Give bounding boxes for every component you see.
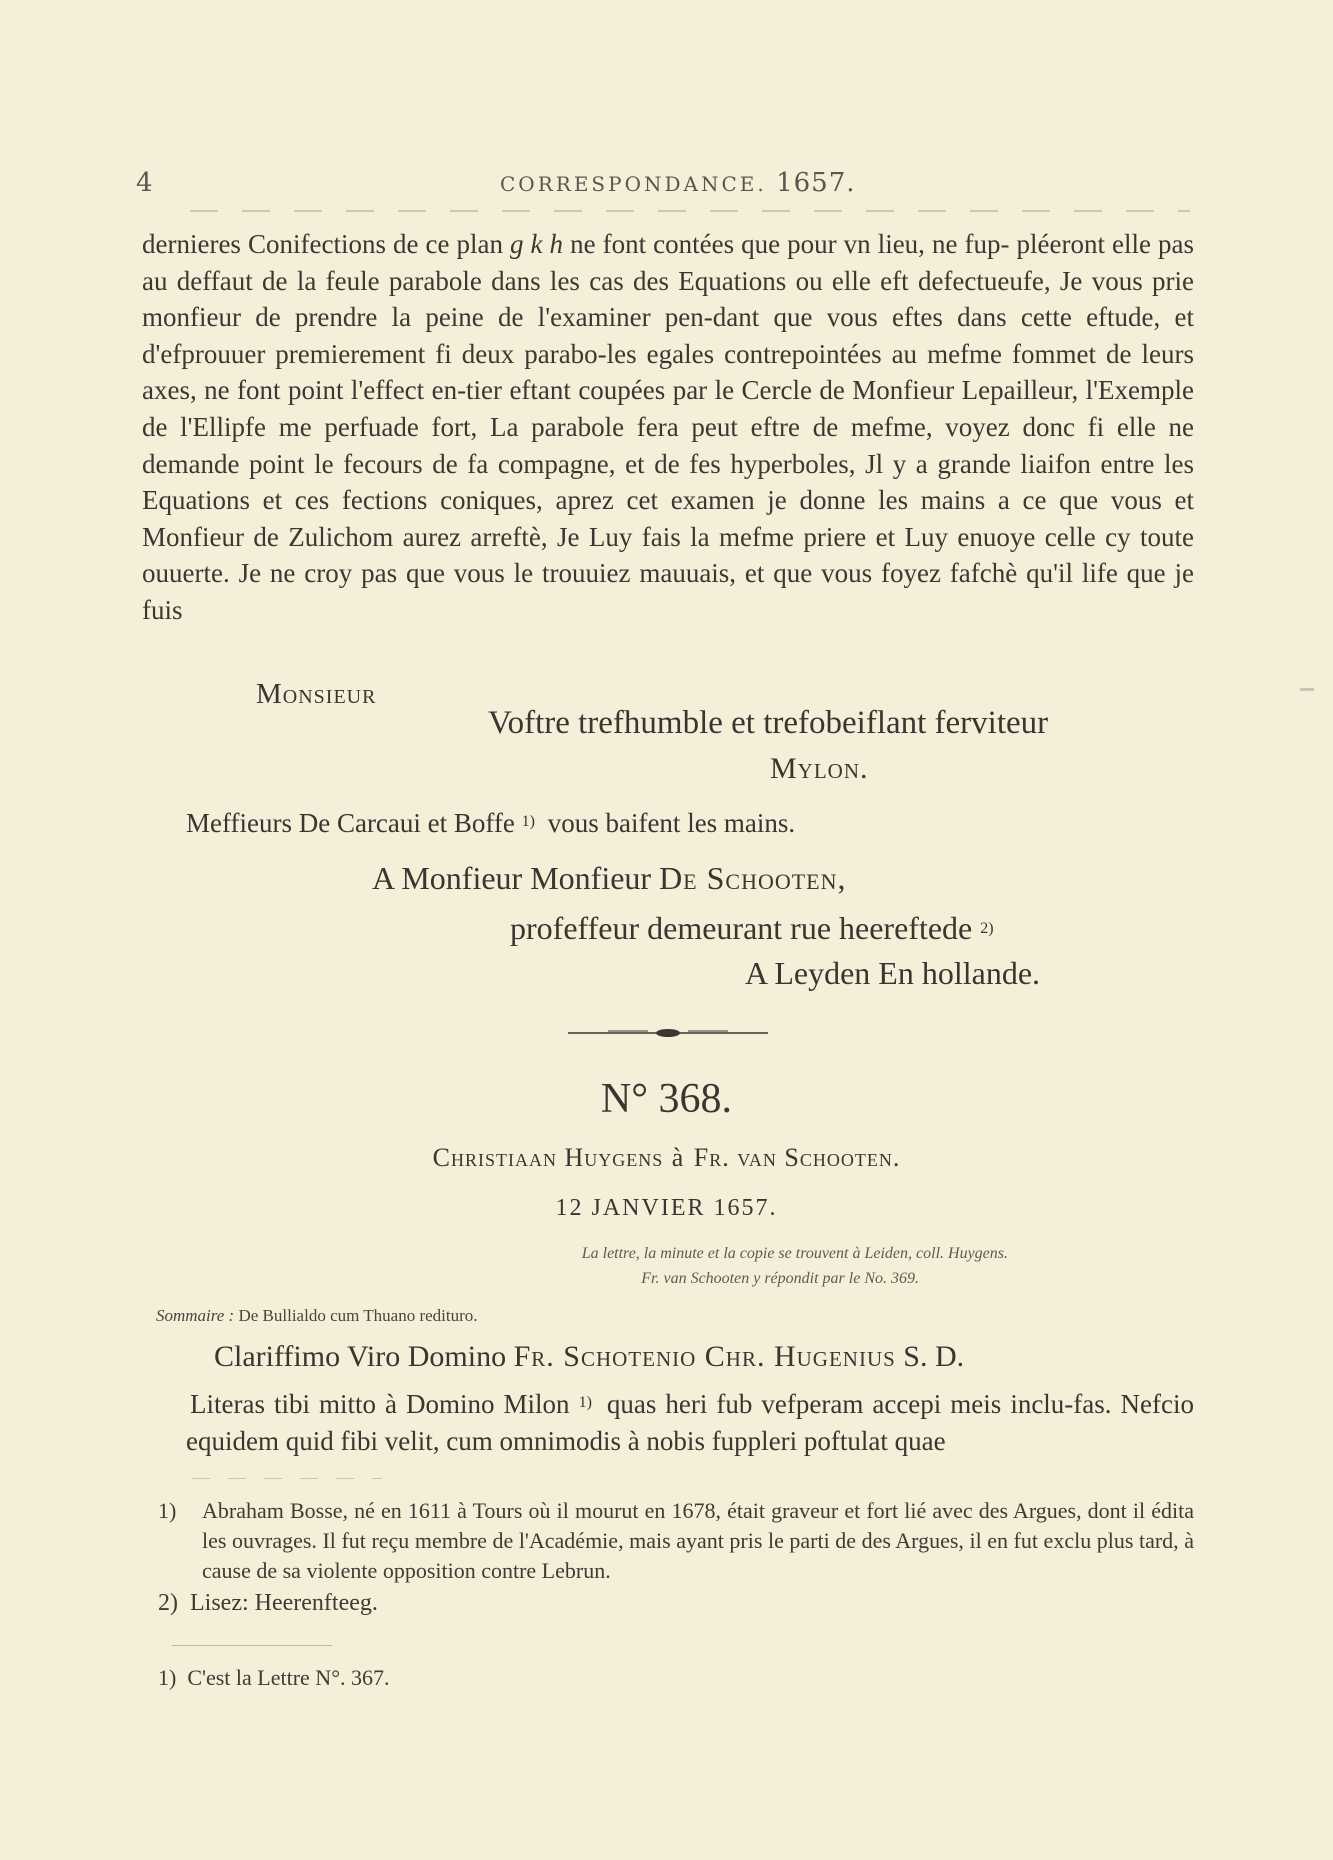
body-text-line1-end: ne font contées que pour vn lieu, ne fup- <box>563 229 1010 259</box>
footnote-ref: 1) <box>578 1394 592 1411</box>
summary-label: Sommaire : <box>156 1306 235 1325</box>
footnote-text: Lisez: Heerenfteeg. <box>190 1590 378 1616</box>
footnote-mark: 2) <box>158 1590 178 1616</box>
salutation: Monsieur <box>256 678 377 710</box>
footnote-rule-2 <box>172 1645 332 1646</box>
closing-formula: Voftre trefhumble et trefobeiflant ferviteur <box>488 705 1049 741</box>
running-title-text: CORRESPONDANCE. <box>500 172 767 196</box>
address-line-2 <box>510 910 1000 947</box>
summary-text: De Bullialdo cum Thuano redituro. <box>234 1306 478 1325</box>
header-rule <box>190 210 1190 212</box>
letter-body <box>142 226 1194 629</box>
heading-sender: Chr. Hugenius <box>696 1340 896 1373</box>
latin-heading <box>214 1340 964 1374</box>
latin-body <box>186 1384 1194 1460</box>
letter-body-paragraph <box>142 226 1194 629</box>
address-name: De Schooten, <box>659 860 847 896</box>
running-title <box>500 168 856 198</box>
ornament-divider <box>568 1022 768 1044</box>
body-text-italic: g k h <box>510 229 564 259</box>
address-line-3: A Leyden En hollande. <box>745 955 1041 991</box>
footnote-mark: 1) <box>158 1498 177 1523</box>
letter-number: N° 368. <box>600 1076 733 1122</box>
letter-date: 12 JANVIER 1657. <box>555 1195 778 1221</box>
footnote-text: C'est la Lettre N°. 367. <box>187 1665 390 1690</box>
footnote-rule <box>192 1478 382 1479</box>
signature: Mylon. <box>770 752 869 785</box>
body-text-start: dernieres Conifections de ce plan <box>142 229 511 259</box>
page-number: 4 <box>136 168 153 198</box>
letter-title <box>0 1143 1333 1173</box>
footnote-text: Abraham Bosse, né en 1611 à Tours où il mourut en 1678, était graveur et fort lié avec des Argues, dont il édita les ouvrages. Il fut reçu membre de l'Académie, mais ayant pris le parti de des Argues, il en fut exclu plus tard, à cause de sa violente opposition contre Lebrun. <box>202 1498 1194 1583</box>
letter-title-a: à <box>663 1143 694 1172</box>
address-street: profeffeur demeurant rue heereftede <box>510 910 981 946</box>
footnote-mark: 1) <box>158 1665 177 1690</box>
footnote-1 <box>158 1496 1194 1586</box>
latin-paragraph <box>186 1384 1194 1460</box>
footnote-3 <box>158 1665 390 1691</box>
body-text-rest: pléeront elle pas au deffaut de la feule parabole dans les cas des Equations ou elle eft defectueufe, Je vous prie monfieur de prendre la peine de l'examiner pen-dant que vous eftes dans cette eftude, et d'efprouuer premierement fi deux parabo-les egales contrepointées au mefme fommet de leurs axes, ne font point l'effect en-tier eftant coupées par le Cercle de Monfieur Lepailleur, l'Exemple de l'Ellipfe me perfuade fort, La parabole fera peut eftre de mefme, voyez donc fi elle ne demande point le fecours de fa compagne, et de fes hyperboles, Jl y a grande liaifon entre les Equations et ces fections coniques, aprez cet examen je donne les mains a ce que vous et Monfieur de Zulichom aurez arreftè, Je Luy fais la mefme priere et Luy enuoye celle cy toute ouuerte. Je ne croy pas que vous le trouuiez mauuais, et que vous foyez fafchè qu'il life que je fuis <box>142 229 1194 625</box>
postscript-text-end: vous baifent les mains. <box>540 808 796 838</box>
footnote-ref: 1) <box>521 813 535 830</box>
latin-text: Literas tibi mitto à Domino Milon <box>190 1389 579 1419</box>
address-prefix: A Monfieur Monfieur <box>372 860 660 896</box>
summary <box>156 1306 478 1326</box>
address-line-1 <box>372 860 847 897</box>
running-title-year: 1657. <box>776 168 856 198</box>
latin-text-end: quas heri fub vefperam accepi meis inclu-fas. Nefcio equidem quid fibi velit, cum omnimodis à nobis fuppleri poftulat quae <box>186 1389 1195 1456</box>
letter-sender: Christiaan Huygens <box>432 1143 664 1172</box>
footnote-ref: 2) <box>980 920 994 937</box>
footnote-2 <box>158 1590 378 1617</box>
postscript-text: Meffieurs De Carcaui et Boffe <box>186 808 522 838</box>
margin-speck <box>1300 688 1314 691</box>
source-note-line-2: Fr. van Schooten y répondit par le No. 369. <box>641 1270 919 1287</box>
source-note-line-1: La lettre, la minute et la copie se trouvent à Leiden, coll. Huygens. <box>581 1245 1008 1262</box>
postscript <box>186 808 795 839</box>
heading-sd: S. D. <box>895 1340 965 1373</box>
letter-recipient: Fr. van Schooten. <box>693 1143 901 1172</box>
heading-recipient: Fr. Schotenio <box>513 1340 697 1373</box>
heading-salutation: Clariffimo Viro Domino <box>214 1340 514 1373</box>
